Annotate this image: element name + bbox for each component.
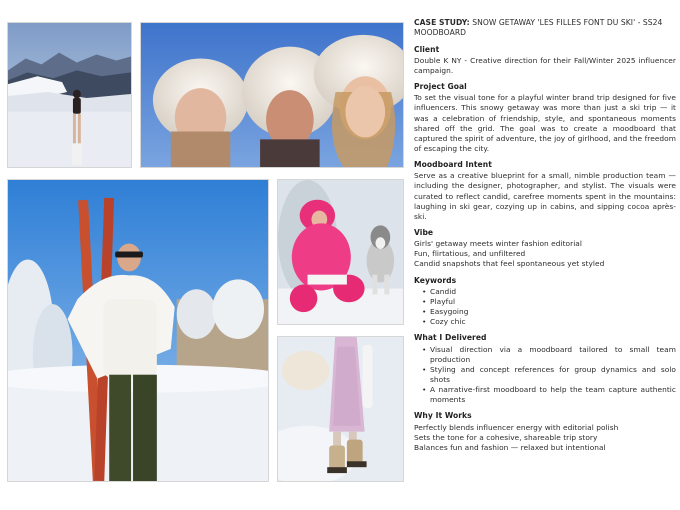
pink-fur-husky-image — [278, 180, 403, 324]
photo-sequin-dress — [277, 336, 404, 482]
photo-fur-hats — [140, 22, 404, 168]
section-client — [414, 45, 676, 76]
delivered-item: • A narrative-first moodboard to help the team capture authentic moments — [422, 385, 676, 405]
moodboard-intent-heading: Moodboard Intent — [414, 160, 492, 170]
keyword-item: • Easygoing — [422, 307, 676, 317]
mountain-skier-image — [8, 23, 131, 167]
keyword-item: • Playful — [422, 297, 676, 307]
section-keywords — [414, 276, 676, 328]
case-study-text — [414, 18, 676, 459]
vibe-heading: Vibe — [414, 227, 434, 237]
project-goal-heading: Project Goal — [414, 82, 467, 92]
fur-hats-image — [141, 23, 403, 167]
why-body — [414, 423, 676, 453]
keywords-heading: Keywords — [414, 275, 457, 285]
photo-pink-fur-husky — [277, 179, 404, 325]
delivered-item: • Visual direction via a moodboard tailored to small team production — [422, 345, 676, 365]
delivered-heading: What I Delivered — [414, 333, 487, 343]
client-body: Double K NY - Creative direction for their Fall/Winter 2025 influencer campaign. — [414, 55, 676, 75]
keyword-item: • Candid — [422, 287, 676, 297]
photo-woman-skis — [7, 179, 269, 482]
sequin-dress-image — [278, 337, 403, 481]
case-study-label: CASE STUDY: — [414, 18, 470, 27]
vibe-body — [414, 239, 676, 269]
why-heading: Why It Works — [414, 411, 472, 421]
section-project-goal — [414, 82, 676, 154]
keyword-item: • Cozy chic — [422, 317, 676, 327]
vibe-line: Girls' getaway meets winter fashion editorial — [414, 239, 582, 249]
vibe-line: Candid snapshots that feel spontaneous yet styled — [414, 259, 605, 269]
photo-mountain-skier — [7, 22, 132, 168]
delivered-list — [414, 345, 676, 406]
section-moodboard-intent — [414, 160, 676, 222]
case-study-headline — [414, 18, 676, 39]
case-study-title: SNOW GETAWAY 'LES FILLES FONT DU SKI' - SS24 MOODBOARD — [414, 18, 663, 38]
section-vibe — [414, 228, 676, 269]
keywords-list — [414, 287, 676, 327]
project-goal-body: To set the visual tone for a playful winter brand trip designed for five influencers. This snowy getaway was more than just a ski trip — it was a celebration of friendship, style, and spontaneous moments shared off the grid. The goal was to create a moodboard that captured the spirit of adventure, the joy of girlhood, and the freedom of escaping the city. — [414, 93, 676, 153]
why-line: Balances fun and fashion — relaxed but intentional — [414, 442, 606, 452]
client-heading: Client — [414, 44, 440, 54]
delivered-item: • Styling and concept references for group dynamics and solo shots — [422, 365, 676, 385]
why-line: Perfectly blends influencer energy with editorial polish — [414, 422, 619, 432]
vibe-line: Fun, flirtatious, and unfiltered — [414, 249, 526, 259]
moodboard-intent-body: Serve as a creative blueprint for a small, nimble production team — including the designer, photographer, and stylist. The visuals were curated to reflect candid, carefree moments spent in the mountains: laughing in ski gear, cozying up in cabins, and sipping cocoa après-ski. — [414, 171, 676, 221]
why-line: Sets the tone for a cohesive, shareable trip story — [414, 432, 598, 442]
section-why — [414, 411, 676, 452]
section-delivered — [414, 333, 676, 405]
woman-skis-image — [8, 180, 268, 481]
